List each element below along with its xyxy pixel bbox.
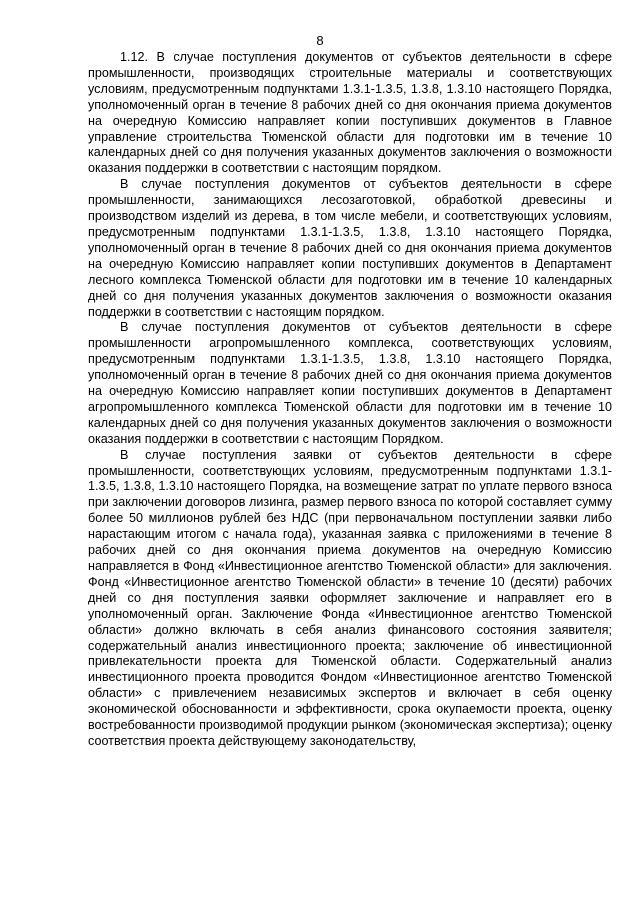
paragraph-1-12-building-materials: 1.12. В случае поступления документов от субъектов деятельности в сфере промышленности, производящих строительные материалы и соответствующих условиям, предусмотренным подпунктами 1.3.1-1.3.5, 1.3.8, 1.3.10 настоящего Порядка, уполномоченный орган в течение 8 рабочих дней со дня окончания приема документов на очередную Комиссию направляет копии поступивших документов в Главное управление строительства Тюменской области для подготовки им в течение 10 календарных дней со дня получения указанных документов заключения о возможности оказания поддержки в соответствии с настоящим порядком.: [88, 50, 612, 176]
document-body: [88, 50, 612, 750]
paragraph-leasing-application: В случае поступления заявки от субъектов деятельности в сфере промышленности, соответствующих условиям, предусмотренным подпунктами 1.3.1-1.3.5, 1.3.8, 1.3.10 настоящего Порядка, на возмещение затрат по уплате первого взноса при заключении договоров лизинга, размер первого взноса по которой составляет сумму более 50 миллионов рублей без НДС (при первоначальном поступлении заявки либо нарастающим итогом с начала года), указанная заявка с приложениями в течение 8 рабочих дней со дня окончания приема документов на очередную Комиссию направляется в Фонд «Инвестиционное агентство Тюменской области» для заключения. Фонд «Инвестиционное агентство Тюменской области» в течение 10 (десяти) рабочих дней со дня поступления заявки оформляет заключение и направляет его в уполномоченный орган. Заключение Фонда «Инвестиционное агентство Тюменской области» должно включать в себя анализ финансового состояния заявителя; содержательный анализ инвестиционного проекта; заключение об инвестиционной привлекательности проекта для Тюменской области. Содержательный анализ инвестиционного проекта проводится Фондом «Инвестиционное агентство Тюменской области» с привлечением независимых экспертов и включает в себя оценку экономической обоснованности и эффективности, срока окупаемости проекта, оценку востребованности производимой продукции рынком (экономическая экспертиза); оценку соответствия проекта действующему законодательству,: [88, 447, 612, 748]
page-number: 8: [316, 33, 324, 48]
paragraph-agro-industrial-complex: В случае поступления документов от субъектов деятельности в сфере промышленности агропромышленного комплекса, соответствующих условиям, предусмотренным подпунктами 1.3.1-1.3.5, 1.3.8, 1.3.10 настоящего Порядка, уполномоченный орган в течение 8 рабочих дней со дня окончания приема документов на очередную Комиссию направляет копии поступивших документов в Департамент агропромышленного комплекса Тюменской области для подготовки им в течение 10 календарных дней со дня получения указанных документов заключения о возможности оказания поддержки в соответствии с настоящим Порядком.: [88, 320, 612, 446]
paragraph-forestry-complex: В случае поступления документов от субъектов деятельности в сфере промышленности, занимающихся лесозаготовкой, обработкой древесины и производством изделий из дерева, в том числе мебели, и соответствующих условиям, предусмотренным подпунктами 1.3.1-1.3.5, 1.3.8, 1.3.10 настоящего Порядка, уполномоченный орган в течение 8 рабочих дней со дня окончания приема документов на очередную Комиссию направляет копии поступивших документов в Департамент лесного комплекса Тюменской области для подготовки им в течение 10 календарных дней со дня получения указанных документов заключения о возможности оказания поддержки в соответствии с настоящим порядком.: [88, 177, 612, 319]
